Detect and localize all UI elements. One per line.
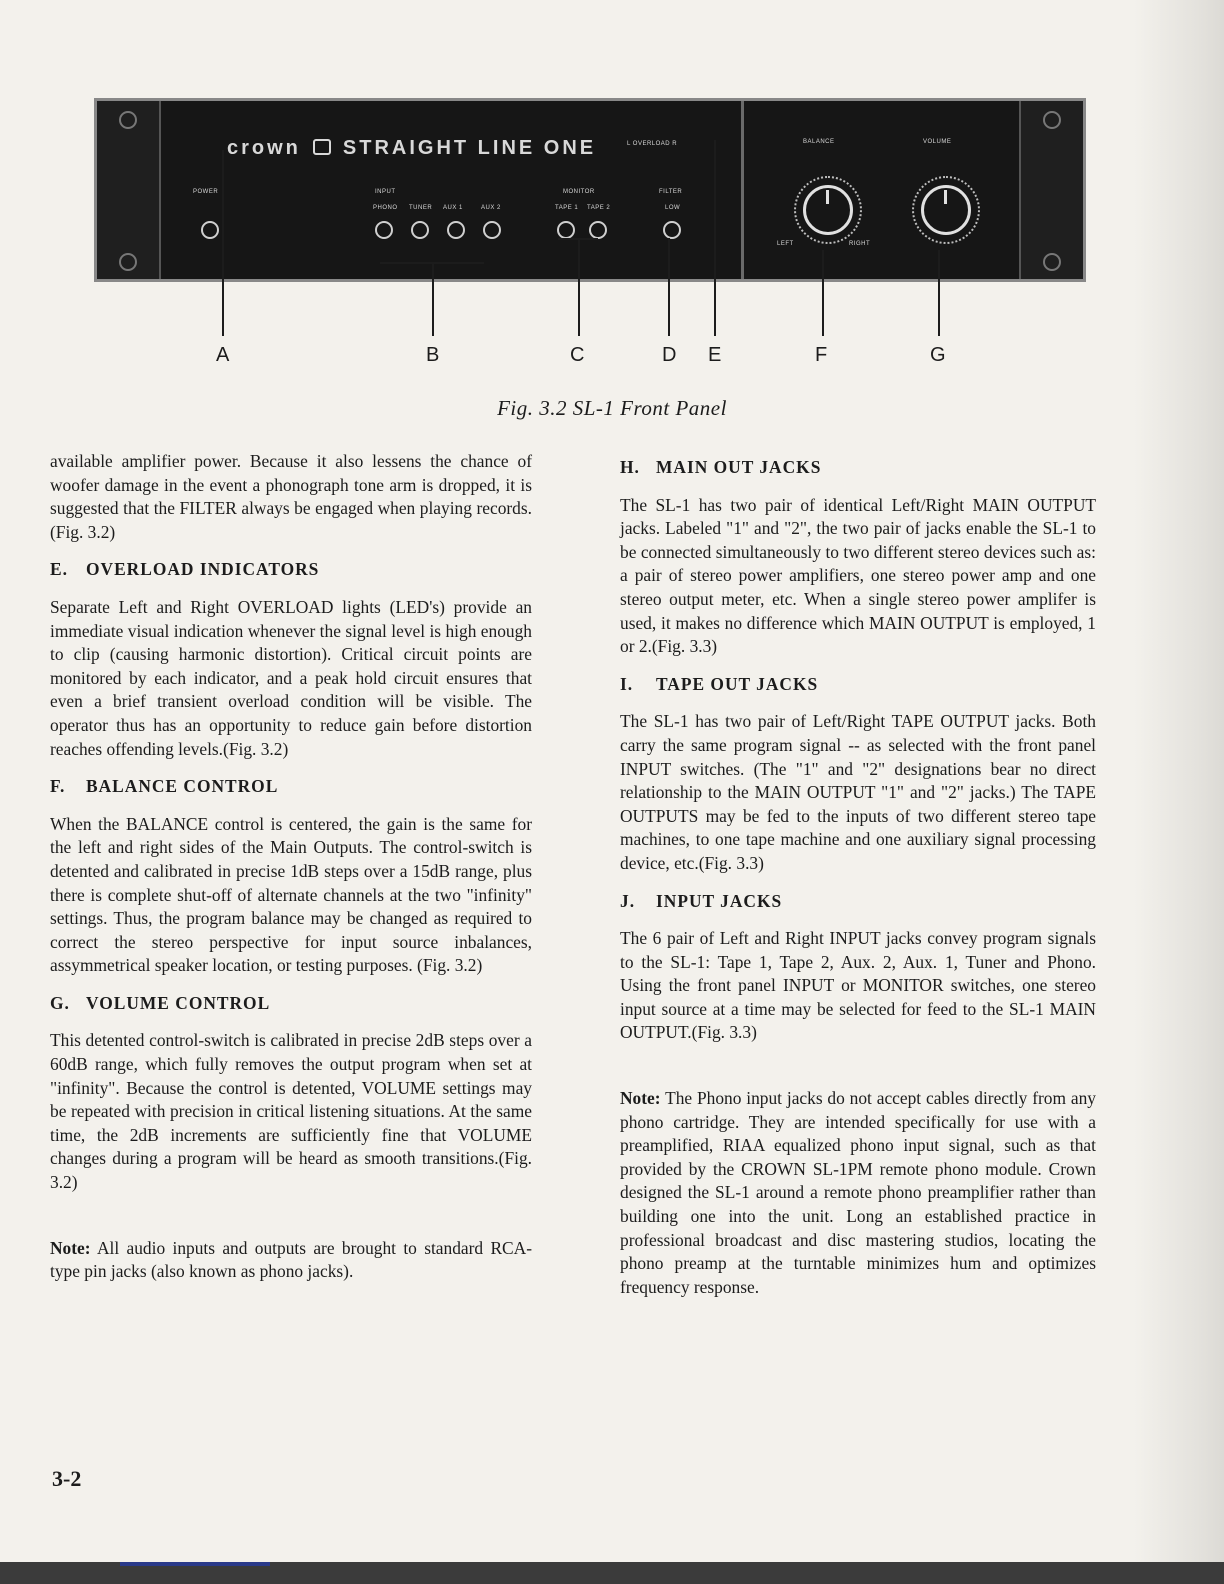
note-paragraph: Note: All audio inputs and outputs are brought to standard RCA-type pin jacks (also known as phono jacks). <box>50 1237 532 1282</box>
balance-label: BALANCE <box>803 139 835 145</box>
power-label: POWER <box>193 189 219 195</box>
callout-b: B <box>426 344 440 366</box>
left-column <box>50 450 532 1298</box>
balance-knob <box>803 185 853 235</box>
balance-right-label: RIGHT <box>849 241 871 247</box>
input-source-label: AUX 1 <box>443 205 463 211</box>
input-switch <box>411 221 429 239</box>
volume-knob <box>921 185 971 235</box>
crown-logo-icon <box>313 139 331 155</box>
leader-line-a <box>222 150 224 336</box>
callout-c: C <box>570 344 585 366</box>
section-heading: H. MAIN OUT JACKS <box>620 457 822 477</box>
rack-ear-right <box>1019 101 1083 279</box>
brand-wordmark: crown STRAIGHT LINE ONE <box>227 137 597 159</box>
monitor-switch <box>589 221 607 239</box>
paragraph: The SL-1 has two pair of identical Left/Right MAIN OUTPUT jacks. Labeled "1" and "2", the two pair of jacks enable the SL-1 to be connected simultaneously to two different stereo devices such as: a pair of stereo power amplifiers, one stereo power amp and one stereo output meter, etc. When a single stereo power amplifer is used, it makes no difference which MAIN OUTPUT is employed, 1 or 2.(Fig. 3.3) <box>620 494 1096 657</box>
note-paragraph: Note: The Phono input jacks do not accept cables directly from any phono cartridge. They are intended specifically for use with a preamplified, RIAA equalized phono input signal, such as that provided by the CROWN SL-1PM remote phono module. Crown designed the SL-1 around a remote phono preamplifier rather than building one into the unit. Long an established practice in professional broadcast and disc mastering studios, locating the phono preamp at the turntable minimizes hum and optimizes frequency response. <box>620 1088 1096 1297</box>
section-heading: G. VOLUME CONTROL <box>50 992 271 1013</box>
leader-line-g <box>938 250 940 336</box>
monitor-switch <box>557 221 575 239</box>
screw-icon <box>119 111 137 129</box>
leader-line-c <box>578 238 580 336</box>
leader-line-f <box>822 250 824 336</box>
callout-d: D <box>662 344 677 366</box>
page-edge-shadow <box>1134 0 1224 1584</box>
input-label: INPUT <box>375 189 396 195</box>
callout-e: E <box>708 344 722 366</box>
input-switch <box>483 221 501 239</box>
section-heading: E. OVERLOAD INDICATORS <box>50 559 320 580</box>
rack-ear-left <box>97 101 161 279</box>
paragraph: The 6 pair of Left and Right INPUT jacks convey program signals to the SL-1: Tape 1, Tape 2, Aux. 2, Aux. 1, Tuner and Phono. Using the front panel INPUT or MONITOR switches, one stereo input source at a time may be selected for feed to the SL-1 MAIN OUTPUT.(Fig. 3.3) <box>620 928 1096 1043</box>
callout-f: F <box>815 344 828 366</box>
filter-sub-label: LOW <box>665 205 681 211</box>
input-source-label: AUX 2 <box>481 205 501 211</box>
monitor-label: MONITOR <box>563 189 595 195</box>
paragraph: When the BALANCE control is centered, the gain is the same for the left and right sides of the Main Outputs. The control-switch is detented and calibrated in precise 1dB steps over a 15dB range, plus there is complete shut-off of alternate channels at the two "infinity" settings. Thus, the program balance may be changed as required to correct the stereo perspective for input source inbalances, assymmetrical speaker location, or testing purposes. (Fig. 3.2) <box>50 813 532 976</box>
screw-icon <box>1043 111 1061 129</box>
input-switch <box>447 221 465 239</box>
right-column <box>620 450 1096 1313</box>
overload-label: L OVERLOAD R <box>627 141 678 147</box>
section-heading: F. BALANCE CONTROL <box>50 776 279 797</box>
input-source-label: TUNER <box>409 205 433 211</box>
paragraph: available amplifier power. Because it also lessens the chance of woofer damage in the event a phonograph tone arm is dropped, it is suggested that the FILTER always be engaged when playing records.(Fig. 3.2) <box>50 451 532 542</box>
section-heading: J. INPUT JACKS <box>620 890 783 911</box>
page-number: 3-2 <box>52 1466 82 1491</box>
paragraph: Separate Left and Right OVERLOAD lights (LED's) provide an immediate visual indication whenever the signal level is high enough to clip (causing harmonic distortion). Critical circuit points are monitored by each indicator, and a peak hold circuit ensures that even a brief transient overload condition will be visible. The operator thus has an opportunity to reduce gain before distortion reaches offending levels.(Fig. 3.2) <box>50 596 532 759</box>
figure-caption: Fig. 3.2 SL-1 Front Panel <box>497 396 727 420</box>
section-heading: I. TAPE OUT JACKS <box>620 673 819 694</box>
filter-switch <box>663 221 681 239</box>
input-switch <box>375 221 393 239</box>
input-source-label: PHONO <box>373 205 398 211</box>
filter-label: FILTER <box>659 189 683 195</box>
paragraph: The SL-1 has two pair of Left/Right TAPE OUTPUT jacks. Both carry the same program signal -- as selected with the front panel INPUT switches. (The "1" and "2" designations bear no direct relationship to the MAIN OUTPUT "1" and "2" jacks.) The TAPE OUTPUTS may be fed to the inputs of two different stereo tape machines, to one tape machine and one auxiliary signal processing device, etc.(Fig. 3.3) <box>620 711 1096 873</box>
screw-icon <box>119 253 137 271</box>
leader-line-d <box>668 238 670 336</box>
monitor-source-label: TAPE 2 <box>587 205 611 211</box>
callout-a: A <box>216 344 230 366</box>
paragraph: This detented control-switch is calibrated in precise 2dB steps over a 60dB range, which fully removes the output program when set at "infinity". Because the control is detented, VOLUME settings may be repeated with precision in critical listening situations. At the same time, the 2dB increments are sufficiently fine that VOLUME changes during a program will be heard as smooth transitions.(Fig. 3.2) <box>50 1030 532 1193</box>
monitor-source-label: TAPE 1 <box>555 205 579 211</box>
volume-label: VOLUME <box>923 139 952 145</box>
leader-line-e <box>714 140 716 336</box>
balance-left-label: LEFT <box>777 241 794 247</box>
power-switch <box>201 221 219 239</box>
scan-bottom-edge <box>0 1562 1224 1584</box>
leader-line-b <box>432 262 434 336</box>
screw-icon <box>1043 253 1061 271</box>
callout-g: G <box>930 344 946 366</box>
panel-divider <box>741 101 744 279</box>
